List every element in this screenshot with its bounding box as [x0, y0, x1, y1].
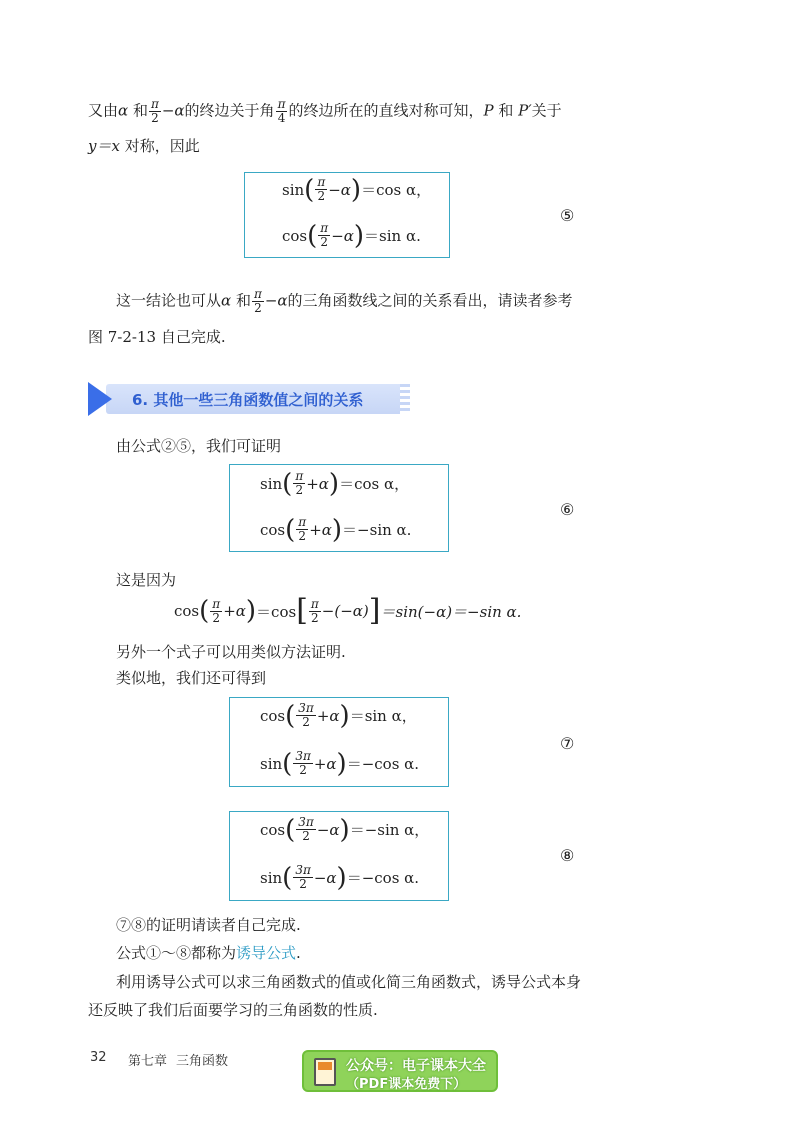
fraction-pi-4: [276, 98, 288, 125]
plus-alpha: +α: [223, 602, 246, 620]
minus-alpha: −α: [328, 180, 351, 199]
term-induction-formulas: 诱导公式: [236, 944, 297, 962]
denominator: 2: [320, 235, 329, 249]
denominator: 2: [317, 189, 326, 203]
box8-line1: [260, 816, 429, 843]
minus-alpha: −α: [264, 291, 288, 310]
fraction: [296, 702, 316, 729]
para1-line1: [88, 98, 562, 125]
denominator: 2: [254, 301, 262, 315]
paren-open: (: [307, 220, 318, 251]
book-icon: [314, 1058, 336, 1086]
rhs: ＝−cos α.: [346, 869, 420, 887]
because-text: 这是因为: [116, 571, 177, 589]
denominator: 2: [311, 610, 319, 625]
book-icon-cover: [318, 1062, 332, 1070]
text: 对称，因此: [124, 137, 200, 155]
fraction: [210, 598, 222, 625]
text: 和: [132, 101, 148, 120]
plus-alpha: +α: [309, 520, 332, 539]
plus-alpha: +α: [316, 706, 340, 725]
text: 的三角函数线之间的关系看出，请读者参考: [287, 291, 573, 310]
numerator: π: [310, 596, 319, 611]
chapter-label: 第七章: [128, 1054, 168, 1069]
paren-close: ): [339, 700, 350, 731]
proof78-text: ⑦⑧的证明请读者自己完成.: [116, 916, 301, 934]
text: ＝cos: [256, 602, 297, 621]
minus-alpha: −α: [161, 101, 185, 120]
box6-line1: [260, 470, 409, 497]
paren-close: ): [350, 174, 362, 205]
function: sin: [260, 474, 283, 493]
similar-text: 类似地，我们还可得到: [116, 669, 267, 687]
equation-y-x: y＝x: [88, 137, 120, 155]
rhs: ＝cos α，: [339, 475, 410, 493]
text: 和: [498, 101, 514, 120]
fraction: [293, 864, 313, 891]
rhs: ＝−sin α，: [349, 821, 430, 839]
numerator: π: [277, 97, 286, 111]
paren-close: ): [245, 596, 257, 626]
equation-number-6: ⑥: [560, 500, 575, 519]
rhs: ＝−sin α.: [342, 521, 412, 539]
paren-open: (: [285, 514, 296, 545]
text: 这一结论也可从: [116, 291, 222, 310]
numerator: 3π: [298, 815, 314, 829]
numerator: π: [295, 469, 304, 483]
function: sin: [282, 180, 305, 199]
page-number: 32: [90, 1050, 107, 1065]
numerator: π: [317, 175, 326, 189]
numerator: π: [298, 515, 307, 529]
denominator: 2: [299, 763, 307, 777]
section-title: 6. 其他一些三角函数值之间的关系: [132, 391, 364, 409]
box5-line2: [282, 222, 421, 249]
another-text: 另外一个式子可以用类似方法证明.: [116, 643, 346, 661]
promo-badge: [302, 1050, 498, 1092]
promo-line2: （PDF课本免费下）: [346, 1077, 467, 1092]
denominator: 4: [277, 111, 286, 125]
denominator: 2: [295, 483, 304, 497]
box6-line2: [260, 516, 411, 543]
paren-open: (: [199, 596, 210, 626]
fraction: [293, 750, 313, 777]
equation-number-8: ⑧: [560, 846, 575, 865]
point-p-prime: P′: [518, 101, 532, 120]
numerator: π: [320, 221, 329, 235]
para2-line2: 图 7-2-13 自己完成.: [88, 328, 226, 346]
fraction: [296, 516, 308, 543]
point-p: P: [483, 101, 494, 120]
fraction-pi-2: [149, 98, 161, 125]
paren-open: (: [285, 814, 296, 845]
function: cos: [174, 602, 200, 620]
box5-line1: [282, 176, 431, 203]
text: 的终边所在的直线对称可知，: [288, 101, 484, 120]
minus-alpha: −α: [313, 868, 337, 887]
fraction: [293, 470, 305, 497]
text: 的终边关于角: [184, 101, 275, 120]
section-banner: [88, 382, 410, 416]
paren-close: ): [336, 862, 347, 893]
denominator: 2: [151, 111, 159, 125]
numerator: 3π: [295, 749, 311, 763]
banner-edge: [400, 384, 410, 414]
function: sin: [260, 868, 283, 887]
rhs: ＝cos α，: [361, 181, 432, 199]
function: cos: [260, 820, 286, 839]
para3: 由公式②⑤，我们可证明: [116, 437, 282, 455]
alpha: α: [221, 291, 232, 310]
paren-close: ): [331, 514, 343, 545]
fraction: [309, 598, 321, 625]
paren-open: (: [282, 862, 293, 893]
fraction: [318, 222, 330, 249]
minus-alpha: −α: [316, 820, 340, 839]
equation-number-5: ⑤: [560, 206, 575, 225]
paren-open: (: [282, 748, 293, 779]
promo-line1: 公众号：电子课本大全: [346, 1058, 486, 1074]
paren-open: (: [285, 700, 296, 731]
plus-alpha: +α: [306, 474, 329, 493]
fraction: [252, 288, 264, 315]
closing-line1: 利用诱导公式可以求三角函数式的值或化简三角函数式，诱导公式本身: [116, 973, 582, 991]
para2-line1: [116, 288, 573, 315]
numerator: π: [212, 596, 221, 611]
proof-equation: [174, 593, 522, 628]
formulas-text: [116, 943, 301, 963]
denominator: 2: [212, 610, 221, 625]
box7-line1: [260, 702, 417, 729]
banner-triangle-icon: [88, 382, 112, 416]
chapter-title: 三角函数: [176, 1054, 229, 1069]
text: 关于: [531, 101, 562, 120]
bracket-close: ]: [368, 593, 381, 628]
minus-alpha: −α: [331, 226, 354, 245]
function: sin: [260, 754, 283, 773]
denominator: 2: [302, 829, 310, 843]
rhs: ＝sin α.: [364, 227, 421, 245]
numerator: 3π: [298, 701, 314, 715]
numerator: π: [150, 97, 159, 111]
plus-alpha: +α: [313, 754, 337, 773]
alpha: α: [118, 101, 129, 120]
paren-open: (: [304, 174, 315, 205]
denominator: 2: [302, 715, 310, 729]
paren-open: (: [282, 468, 293, 499]
numerator: 3π: [295, 863, 311, 877]
denominator: 2: [299, 877, 307, 891]
inner-expr: −(−α): [321, 602, 369, 620]
function: cos: [260, 520, 286, 539]
paren-close: ): [336, 748, 347, 779]
box7-line2: [260, 750, 419, 777]
paren-close: ): [339, 814, 350, 845]
box8-line2: [260, 864, 419, 891]
numerator: π: [253, 287, 262, 301]
paren-close: ): [328, 468, 340, 499]
paren-close: ): [353, 220, 365, 251]
text: 公式①～⑧都称为: [116, 944, 237, 962]
equation-number-7: ⑦: [560, 734, 575, 753]
rhs: ＝−cos α.: [346, 755, 420, 773]
closing-line2: 还反映了我们后面要学习的三角函数的性质.: [88, 1001, 378, 1019]
function: cos: [260, 706, 286, 725]
text: 又由: [88, 101, 119, 120]
denominator: 2: [298, 529, 307, 543]
text: 和: [235, 291, 251, 310]
para1-line2: [88, 136, 200, 156]
rhs: ＝sin(−α)＝−sin α.: [380, 602, 522, 621]
fraction: [315, 176, 327, 203]
fraction: [296, 816, 316, 843]
function: cos: [282, 226, 308, 245]
bracket-open: [: [296, 593, 308, 628]
text: .: [296, 944, 301, 962]
rhs: ＝sin α，: [349, 707, 417, 725]
